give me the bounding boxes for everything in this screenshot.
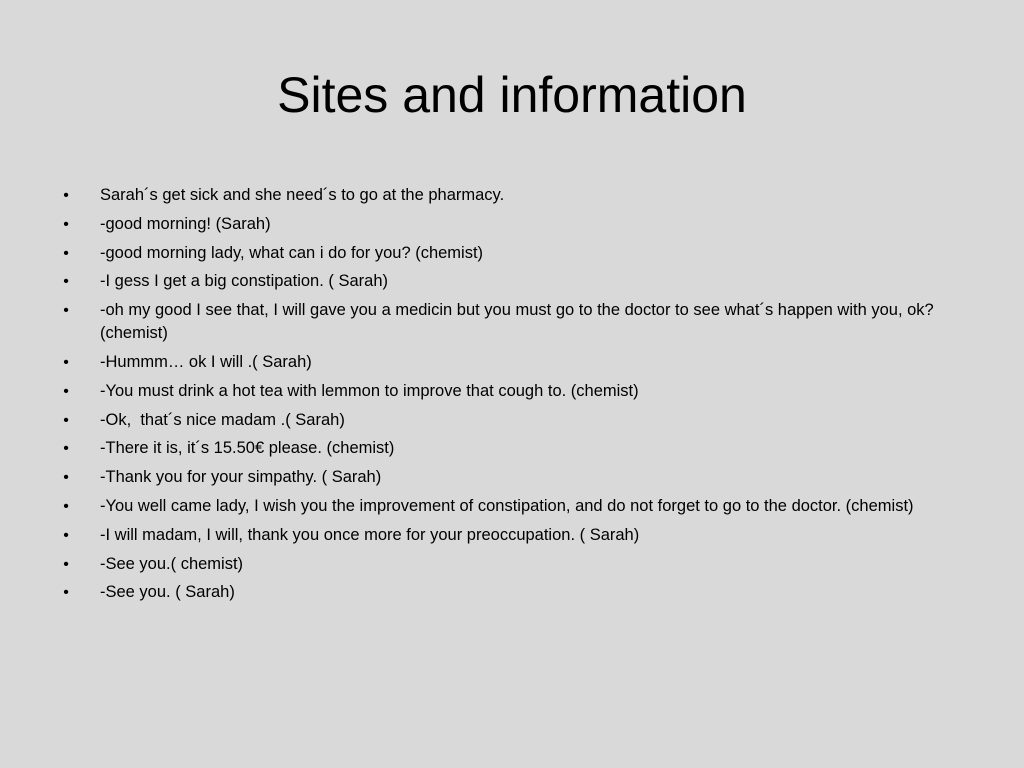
- bullet-icon: •: [63, 244, 69, 262]
- list-item: [60, 409, 970, 432]
- list-item: [60, 495, 970, 518]
- list-item: [60, 242, 970, 265]
- list-item-text: -Hummm… ok I will .( Sarah): [100, 352, 312, 371]
- list-item: [60, 184, 970, 207]
- list-item-text: -You must drink a hot tea with lemmon to improve that cough to. (chemist): [100, 381, 639, 400]
- list-item: [60, 380, 970, 403]
- bullet-icon: •: [63, 187, 69, 204]
- bullet-icon: •: [63, 215, 69, 233]
- list-item: [60, 524, 970, 547]
- list-item-text: -You well came lady, I wish you the improvement of constipation, and do not forget to go to the doctor. (chemist): [100, 496, 914, 515]
- list-item: [60, 553, 970, 576]
- list-item: [60, 466, 970, 489]
- bullet-icon: •: [63, 411, 69, 429]
- bullet-icon: •: [63, 555, 69, 573]
- slide-title: Sites and information: [277, 67, 747, 123]
- list-item: [60, 299, 970, 345]
- list-item-text: -good morning! (Sarah): [100, 214, 271, 233]
- list-item: [60, 213, 970, 236]
- list-item-text: -See you.( chemist): [100, 554, 244, 573]
- bullet-icon: •: [63, 382, 69, 400]
- list-item-text: -good morning lady, what can i do for you? (chemist): [100, 243, 484, 262]
- list-item-text: -Ok, that´s nice madam .( Sarah): [100, 410, 345, 429]
- list-item: [60, 581, 970, 604]
- list-item: [60, 351, 970, 374]
- bullet-icon: •: [63, 469, 69, 487]
- bullet-icon: •: [63, 440, 69, 458]
- bullet-icon: •: [63, 526, 69, 544]
- list-item-text: -I gess I get a big constipation. ( Sarah): [100, 272, 388, 291]
- bullet-icon: •: [63, 497, 69, 515]
- list-item-text: -I will madam, I will, thank you once more for your preoccupation. ( Sarah): [100, 525, 640, 544]
- list-item-text: -There it is, it´s 15.50€ please. (chemist): [100, 439, 395, 458]
- bullet-icon: •: [63, 273, 69, 291]
- list-item-text: -See you. ( Sarah): [100, 583, 235, 602]
- list-item-text: -Thank you for your simpathy. ( Sarah): [100, 468, 382, 487]
- list-item: [60, 270, 970, 293]
- bullet-icon: •: [63, 353, 69, 371]
- bullet-icon: •: [63, 302, 69, 320]
- bullet-list: [60, 184, 970, 610]
- bullet-icon: •: [63, 584, 69, 602]
- list-item: [60, 437, 970, 460]
- list-item-text: -oh my good I see that, I will gave you a medicin but you must go to the doctor to see what´s happen with you, ok? (chemist): [100, 301, 934, 343]
- list-item-text: Sarah´s get sick and she need´s to go at the pharmacy.: [100, 186, 505, 204]
